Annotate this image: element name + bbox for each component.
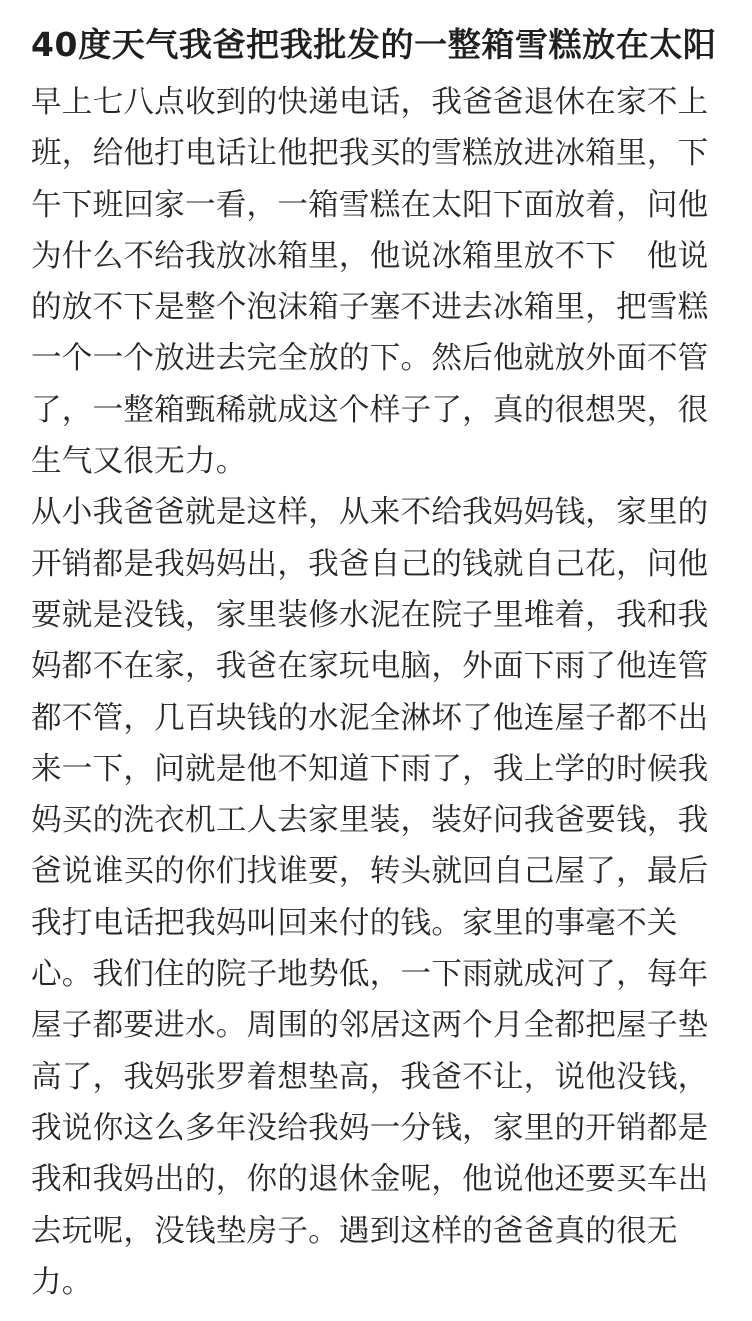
post-title: 40度天气我爸把我批发的一整箱雪糕放在太阳 <box>31 25 717 64</box>
post-paragraph-2: 从小我爸爸就是这样，从来不给我妈妈钱，家里的开销都是我妈妈出，我爸自己的钱就自己花，问他要就是没钱，家里装修水泥在院子里堆着，我和我妈都不在家，我爸在家玩电脑，外面下雨了他连管都不管，几百块钱的水泥全淋坏了他连屋子都不出来一下，问就是他不知道下雨了，我上学的时候我妈买的洗衣机工人去家里装，装好问我爸要钱，我爸说谁买的你们找谁要，转头就回自己屋了，最后我打电话把我妈叫回来付的钱。家里的事毫不关心。我们住的院子地势低，一下雨就成河了，每年屋子都要进水。周围的邻居这两个月全都把屋子垫高了，我妈张罗着想垫高，我爸不让，说他没钱，我说你这么多年没给我妈一分钱，家里的开销都是我和我妈出的，你的退休金呢，他说他还要买车出去玩呢，没钱垫房子。遇到这样的爸爸真的很无力。 <box>31 495 709 1300</box>
post-content <box>31 18 723 1308</box>
post-paragraph-1: 早上七八点收到的快递电话，我爸爸退休在家不上班，给他打电话让他把我买的雪糕放进冰箱里，下午下班回家一看，一箱雪糕在太阳下面放着，问他为什么不给我放冰箱里，他说冰箱里放不下 他说的放不下是整个泡沫箱子塞不进去冰箱里，把雪糕一个一个放进去完全放的下。然后他就放外面不管了，一整箱甄稀就成这个样子了，真的很想哭，很生气又很无力。 <box>31 85 709 480</box>
